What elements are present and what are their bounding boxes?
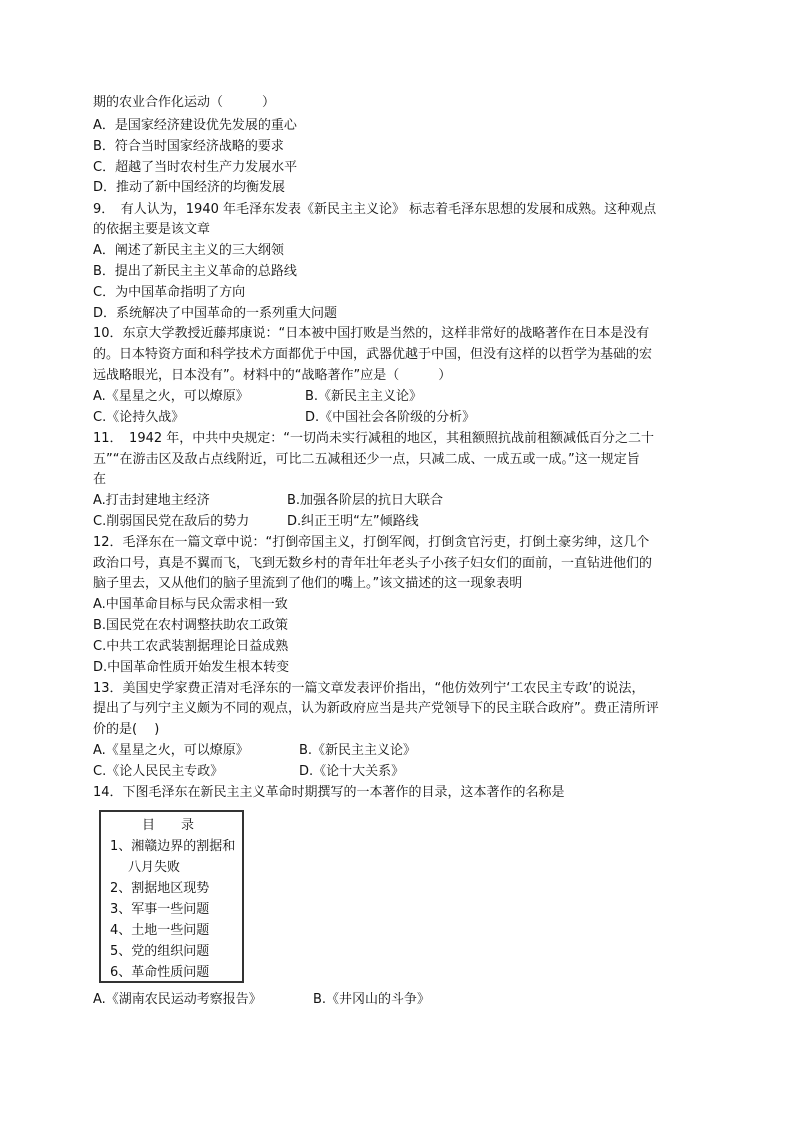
q13-option-b: B.《新民主主义论》 (299, 743, 417, 758)
q11-option-d: D.纠正王明“左”倾路线 (287, 514, 419, 529)
q13-option-d: D.《论十大关系》 (299, 764, 405, 779)
q13-stem-line-2: 提出了与列宁主义颇为不同的观点，认为新政府应当是共产党领导下的民主联合政府”。费正清所评 (93, 701, 659, 716)
q9-stem-line-2: 的依据主要是该文章 (93, 222, 211, 237)
q13-option-a: A.《星星之火，可以燎原》 (93, 743, 249, 758)
q10-option-c: C.《论持久战》 (93, 410, 185, 425)
q11-option-b: B.加强各阶层的抗日大联合 (287, 493, 444, 508)
q13-options-row-1 (93, 743, 713, 759)
q12-option-c: C.中共工农武装割据理论日益成熟 (93, 639, 289, 654)
q8-option-c: C．超越了当时农村生产力发展水平 (93, 160, 298, 175)
q13-option-c: C.《论人民民主专政》 (93, 764, 224, 779)
q13-stem-line-1: 13．美国史学家费正清对毛泽东的一篇文章发表评价指出，“他仿效列宁‘工农民主专政’的说法， (93, 681, 645, 696)
toc-item: 6、革命性质问题 (110, 965, 210, 980)
toc-item: 4、土地一些问题 (110, 923, 210, 938)
q11-stem-line-2: 五”“在游击区及敌占点线附近，可比二五减租还少一点，只减二成、一成五或一成。”这一规定旨 (93, 452, 640, 467)
toc-item: 1、湘赣边界的割据和 (110, 839, 236, 854)
q13-stem-line-3: 价的是( ) (93, 722, 160, 737)
q10-option-b: B.《新民主主义论》 (305, 389, 423, 404)
q10-stem-line-2: 的。日本特资方面和科学技术方面都优于中国，武器优越于中国，但没有这样的以哲学为基础的宏 (93, 347, 653, 362)
q12-option-a: A.中国革命目标与民众需求相一致 (93, 597, 288, 612)
q14-option-a: A.《湖南农民运动考察报告》 (93, 992, 262, 1007)
q9-option-d: D．系统解决了中国革命的一系列重大问题 (93, 306, 338, 321)
q12-stem-line-2: 政治口号，真是不翼而飞，飞到无数乡村的青年壮年老头子小孩子妇女们的面前，一直钻进他们的 (93, 556, 653, 571)
q8-stem-tail: 期的农业合作化运动（ ） (93, 95, 276, 110)
toc-item: 八月失败 (128, 860, 181, 875)
q10-options-row-2 (93, 410, 713, 426)
q10-option-d: D.《中国社会各阶级的分析》 (305, 410, 476, 425)
q11-stem-line-3: 在 (93, 472, 107, 487)
q10-option-a: A.《星星之火，可以燎原》 (93, 389, 249, 404)
q11-stem-line-1: 11． 1942 年，中共中央规定：“一切尚未实行减租的地区，其租额照抗战前租额减低百分之二十 (93, 431, 654, 446)
q10-stem-line-1: 10．东京大学教授近藤邦康说：“日本被中国打败是当然的，这样非常好的战略著作在日本是没有 (93, 326, 650, 341)
table-of-contents-box (99, 810, 244, 983)
q12-option-b: B.国民党在农村调整扶助农工政策 (93, 618, 289, 633)
q11-options-row-1 (93, 493, 713, 509)
q8-option-a: A．是国家经济建设优先发展的重心 (93, 118, 297, 133)
q14-options-row-1 (93, 992, 713, 1008)
q14-option-b: B.《井冈山的斗争》 (313, 992, 431, 1007)
toc-item: 2、割据地区现势 (110, 881, 210, 896)
q9-option-c: C．为中国革命指明了方向 (93, 285, 246, 300)
toc-item: 3、军事一些问题 (110, 902, 210, 917)
q10-stem-line-3: 远战略眼光，日本没有”。材料中的“战略著作”应是（ ） (93, 368, 452, 383)
q8-option-b: B．符合当时国家经济战略的要求 (93, 139, 284, 154)
toc-title: 目 录 (142, 818, 195, 833)
toc-item: 5、党的组织问题 (110, 944, 210, 959)
q12-option-d: D.中国革命性质开始发生根本转变 (93, 660, 290, 675)
q13-options-row-2 (93, 764, 713, 780)
q8-option-d: D．推动了新中国经济的均衡发展 (93, 180, 286, 195)
q11-option-a: A.打击封建地主经济 (93, 493, 210, 508)
q14-stem: 14．下图毛泽东在新民主主义革命时期撰写的一本著作的目录，这本著作的名称是 (93, 785, 565, 800)
q9-option-a: A．阐述了新民主主义的三大纲领 (93, 243, 284, 258)
q12-stem-line-1: 12．毛泽东在一篇文章中说：“打倒帝国主义，打倒军阀，打倒贪官污吏，打倒土豪劣绅，这几个 (93, 535, 650, 550)
q9-option-b: B．提出了新民主主义革命的总路线 (93, 264, 297, 279)
q11-options-row-2 (93, 514, 713, 530)
q12-stem-line-3: 脑子里去，又从他们的脑子里流到了他们的嘴上。”该文描述的这一现象表明 (93, 576, 523, 591)
q11-option-c: C.削弱国民党在敌后的势力 (93, 514, 250, 529)
q10-options-row-1 (93, 389, 713, 405)
q9-stem-line-1: 9． 有人认为，1940 年毛泽东发表《新民主主义论》 标志着毛泽东思想的发展和成熟。这种观点 (93, 202, 657, 217)
